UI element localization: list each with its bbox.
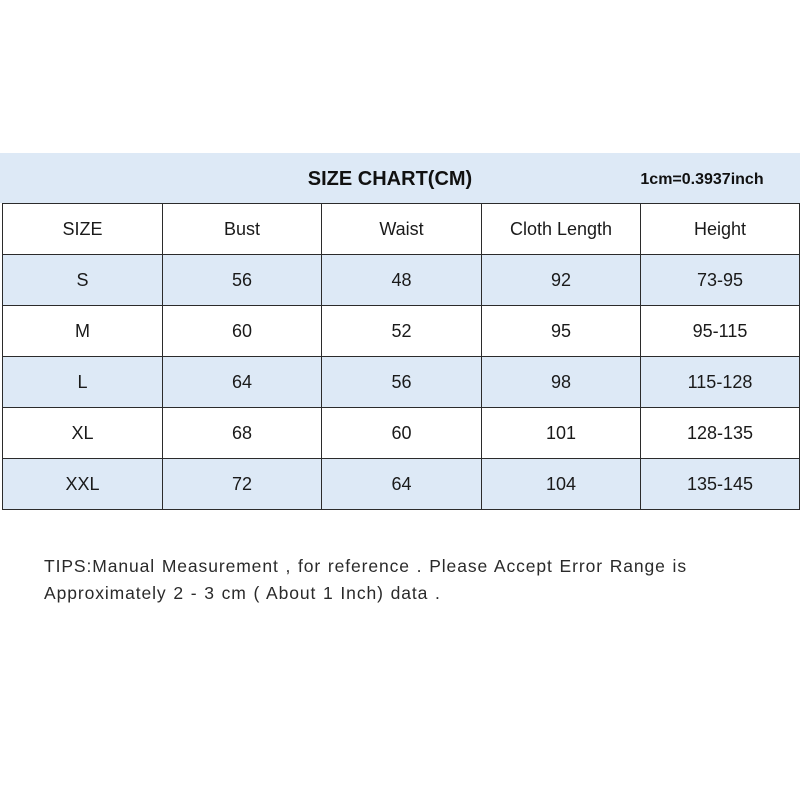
cell-cloth-length: 104 <box>482 459 641 510</box>
cell-cloth-length: 92 <box>482 255 641 306</box>
chart-title: SIZE CHART(CM) <box>307 168 473 190</box>
cell-bust: 64 <box>163 357 322 408</box>
unit-conversion-note: 1cm=0.3937inch <box>640 171 764 188</box>
cell-cloth-length: 101 <box>482 408 641 459</box>
cell-waist: 56 <box>322 357 482 408</box>
cell-cloth-length: 98 <box>482 357 641 408</box>
table-row-l <box>3 357 800 408</box>
table-row-m <box>3 306 800 357</box>
cell-height: 95-115 <box>641 306 800 357</box>
cell-bust: 56 <box>163 255 322 306</box>
cell-size: M <box>3 306 163 357</box>
cell-height: 135-145 <box>641 459 800 510</box>
column-header-height: Height <box>641 204 800 255</box>
table-row-xxl <box>3 459 800 510</box>
cell-size: XXL <box>3 459 163 510</box>
column-header-bust: Bust <box>163 204 322 255</box>
cell-bust: 60 <box>163 306 322 357</box>
cell-size: XL <box>3 408 163 459</box>
cell-waist: 64 <box>322 459 482 510</box>
table-header-row <box>3 204 800 255</box>
cell-waist: 60 <box>322 408 482 459</box>
cell-height: 115-128 <box>641 357 800 408</box>
column-header-cloth-length: Cloth Length <box>482 204 641 255</box>
table-row-s <box>3 255 800 306</box>
table-row-xl <box>3 408 800 459</box>
size-table <box>2 203 800 510</box>
cell-bust: 72 <box>163 459 322 510</box>
cell-height: 128-135 <box>641 408 800 459</box>
cell-size: L <box>3 357 163 408</box>
cell-size: S <box>3 255 163 306</box>
column-header-size: SIZE <box>3 204 163 255</box>
measurement-tips: TIPS:Manual Measurement , for reference . Please Accept Error Range is Approximately 2 - 3 cm ( About 1 Inch) data . <box>44 556 687 603</box>
cell-bust: 68 <box>163 408 322 459</box>
cell-waist: 52 <box>322 306 482 357</box>
column-header-waist: Waist <box>322 204 482 255</box>
cell-cloth-length: 95 <box>482 306 641 357</box>
cell-waist: 48 <box>322 255 482 306</box>
cell-height: 73-95 <box>641 255 800 306</box>
